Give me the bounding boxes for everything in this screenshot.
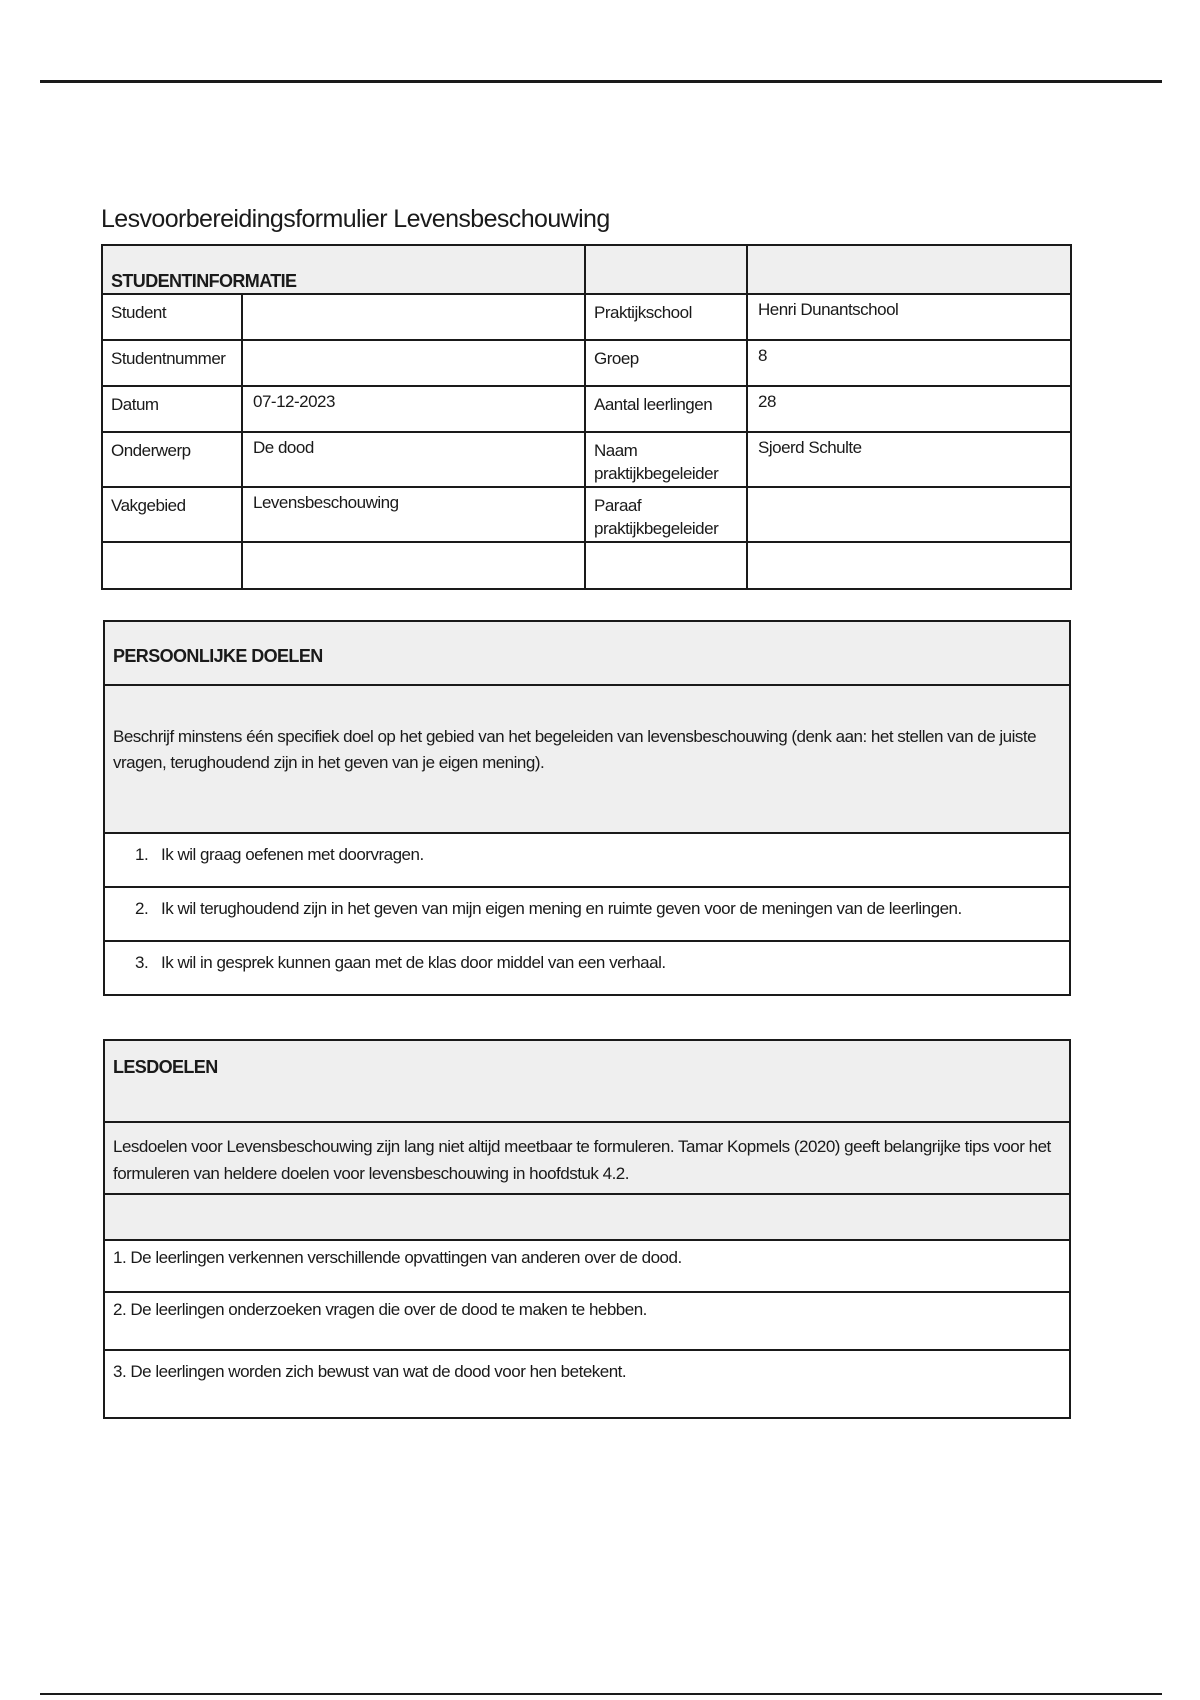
praktijkschool-field[interactable]: Henri Dunantschool <box>747 294 1071 340</box>
document-title: Lesvoorbereidingsformulier Levensbeschouwing <box>101 205 610 233</box>
student-info-heading: STUDENTINFORMATIE <box>102 245 585 294</box>
list-item <box>104 833 1070 887</box>
datum-field[interactable]: 07-12-2023 <box>242 386 585 432</box>
table-row <box>102 386 1071 432</box>
empty-cell[interactable] <box>102 542 242 589</box>
field-label: Groep <box>585 340 747 386</box>
field-label: Studentnummer <box>102 340 242 386</box>
list-text: Ik wil in gesprek kunnen gaan met de klas door middel van een verhaal. <box>161 953 666 972</box>
personal-goal-2[interactable] <box>104 887 1070 941</box>
list-item <box>104 1292 1070 1350</box>
list-item <box>104 941 1070 995</box>
field-label: Naam praktijkbegeleider <box>585 432 747 487</box>
field-label: Datum <box>102 386 242 432</box>
header-rule <box>40 80 1162 83</box>
empty-cell[interactable] <box>585 542 747 589</box>
personal-goals-description: Beschrijf minstens één specifiek doel op het gebied van het begeleiden van levensbeschouwing (denk aan: het stellen van de juiste vragen, terughoudend zijn in het geven van je eigen mening). <box>104 685 1070 833</box>
personal-goals-table <box>103 620 1071 996</box>
list-item <box>104 1240 1070 1292</box>
empty-cell <box>104 1194 1070 1240</box>
table-row <box>102 542 1071 589</box>
praktijkbegeleider-field[interactable]: Sjoerd Schulte <box>747 432 1071 487</box>
header-blank-cell <box>585 245 747 294</box>
lesson-goal-3[interactable]: 3. De leerlingen worden zich bewust van wat de dood voor hen betekent. <box>104 1350 1070 1418</box>
list-number: 1. <box>135 845 149 864</box>
groep-field[interactable]: 8 <box>747 340 1071 386</box>
footer-rule <box>40 1693 1162 1695</box>
list-item <box>104 1350 1070 1418</box>
field-label: Vakgebied <box>102 487 242 542</box>
lesson-goals-table <box>103 1039 1071 1419</box>
field-label: Paraaf praktijkbegeleider <box>585 487 747 542</box>
onderwerp-field[interactable]: De dood <box>242 432 585 487</box>
list-text: Ik wil graag oefenen met doorvragen. <box>161 845 424 864</box>
personal-goals-heading: PERSOONLIJKE DOELEN <box>104 621 1070 685</box>
empty-cell[interactable] <box>242 542 585 589</box>
lesson-goals-description: Lesdoelen voor Levensbeschouwing zijn lang niet altijd meetbaar te formuleren. Tamar Kopmels (2020) geeft belangrijke tips voor het formuleren van heldere doelen voor levensbeschouwing in hoofdstuk 4.2. <box>104 1122 1070 1194</box>
list-number: 3. <box>135 953 149 972</box>
paraaf-field[interactable] <box>747 487 1071 542</box>
list-number: 2. <box>135 899 149 918</box>
table-row <box>102 340 1071 386</box>
aantal-leerlingen-field[interactable]: 28 <box>747 386 1071 432</box>
table-row <box>102 294 1071 340</box>
table-row <box>102 432 1071 487</box>
table-row <box>102 487 1071 542</box>
student-name-field[interactable] <box>242 294 585 340</box>
lesson-goal-1[interactable]: 1. De leerlingen verkennen verschillende opvattingen van anderen over de dood. <box>104 1240 1070 1292</box>
vakgebied-field[interactable]: Levensbeschouwing <box>242 487 585 542</box>
list-item <box>104 887 1070 941</box>
field-label: Aantal leerlingen <box>585 386 747 432</box>
lesson-goals-heading: LESDOELEN <box>104 1040 1070 1122</box>
header-blank-cell <box>747 245 1071 294</box>
personal-goal-1[interactable] <box>104 833 1070 887</box>
field-label: Student <box>102 294 242 340</box>
field-label: Onderwerp <box>102 432 242 487</box>
field-label: Praktijkschool <box>585 294 747 340</box>
empty-cell[interactable] <box>747 542 1071 589</box>
personal-goal-3[interactable] <box>104 941 1070 995</box>
list-text: Ik wil terughoudend zijn in het geven van mijn eigen mening en ruimte geven voor de meningen van de leerlingen. <box>161 899 962 918</box>
student-info-table <box>101 244 1072 590</box>
studentnummer-field[interactable] <box>242 340 585 386</box>
lesson-goal-2[interactable]: 2. De leerlingen onderzoeken vragen die over de dood te maken te hebben. <box>104 1292 1070 1350</box>
